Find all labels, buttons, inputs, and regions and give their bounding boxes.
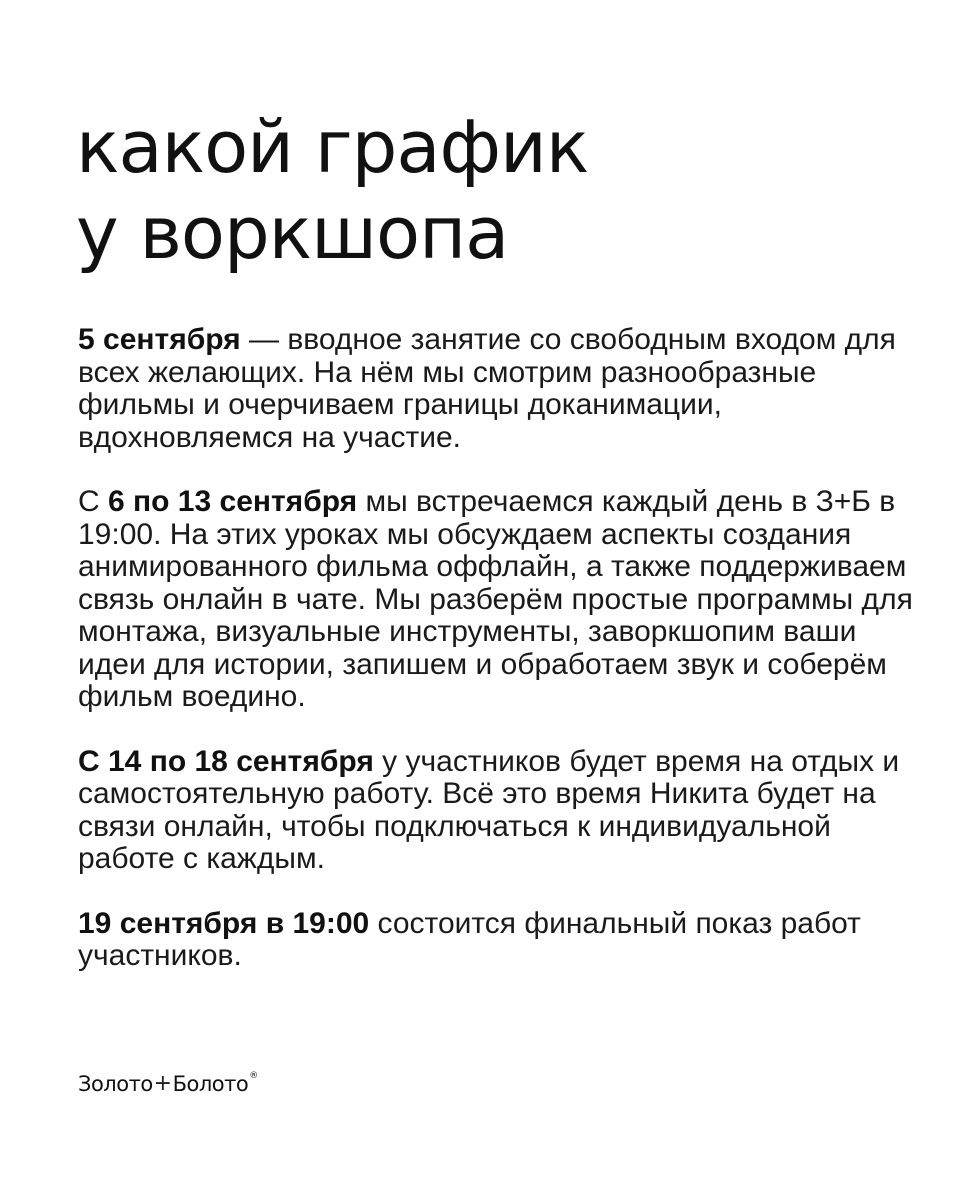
date-highlight: 19 сентября в 19:00 <box>78 906 370 940</box>
date-highlight: 5 сентября <box>78 323 241 356</box>
registered-mark: ® <box>249 1070 258 1081</box>
paragraph-text: у участников будет время на отдых и самостоятельную работу. Всё это время Никита будет на связи онлайн, чтобы подключаться к индивидуальной работе с каждым. <box>78 744 900 875</box>
date-highlight: С 14 по 18 сентября <box>78 744 374 778</box>
paragraph-text: — вводное занятие со свободным входом для всех желающих. На нём мы смотрим разнообразные фильмы и очерчиваем границы доканимации, вдохновляемся на участие. <box>78 323 896 454</box>
page-title <box>76 104 896 276</box>
zoloto-boloto-logo <box>78 1071 258 1096</box>
logo-word-left: Золото <box>78 1071 153 1096</box>
paragraph-sept-14-18 <box>78 746 918 876</box>
logo-word-right: Болото <box>172 1071 249 1096</box>
schedule-text <box>78 324 918 1005</box>
paragraph-sept-6-13 <box>78 486 918 714</box>
paragraph-text: мы встречаемся каждый день в З+Б в 19:00. На этих уроках мы обсуждаем аспекты создания анимированного фильма оффлайн, а также поддерживаем связь онлайн в чате. Мы разберём простые программы для монтажа, визуальные инструменты, заворкшопим ваши идеи для истории, запишем и обработаем звук и соберём фильм воедино. <box>78 485 913 713</box>
title-line-2: у воркшопа <box>76 191 509 275</box>
paragraph-sept-19 <box>78 908 918 973</box>
title-line-1: какой график <box>76 105 589 189</box>
paragraph-sept-5 <box>78 324 918 454</box>
date-highlight: 6 по 13 сентября <box>108 485 358 518</box>
logo-plus: + <box>153 1071 172 1096</box>
paragraph-text: состоится финальный показ работ участников. <box>78 906 861 972</box>
paragraph-prefix: С <box>78 485 108 518</box>
